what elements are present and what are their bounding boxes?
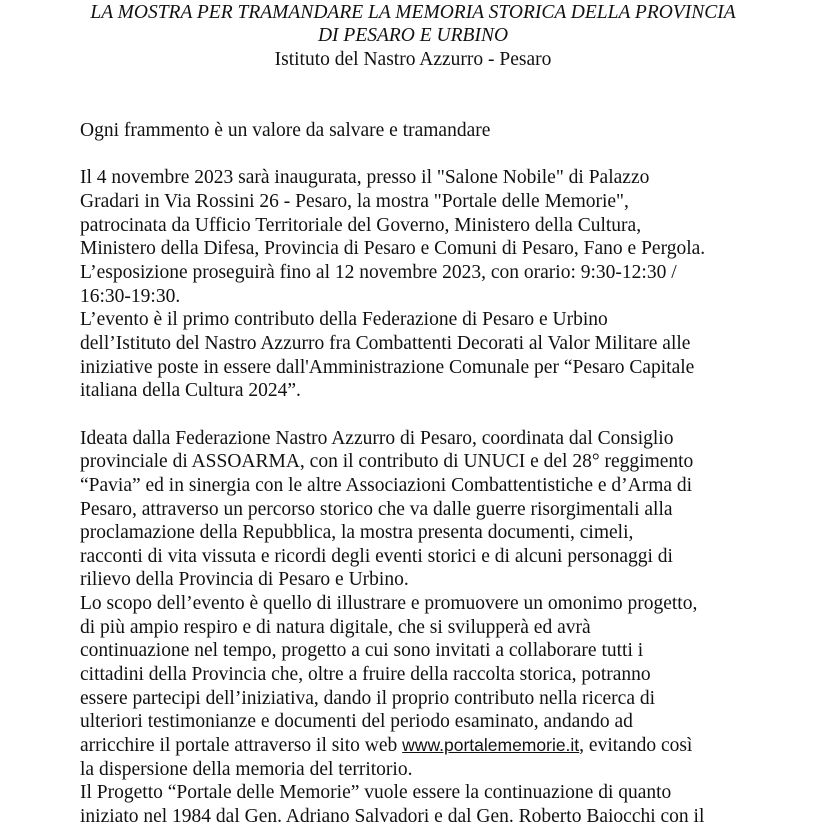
text-before-link: arricchire il portale attraverso il sito web — [80, 735, 403, 757]
document-title-line-1: LA MOSTRA PER TRAMANDARE LA MEMORIA STORICA DELLA PROVINCIA — [90, 2, 736, 23]
text-line-with-link — [80, 734, 705, 758]
text-line: iniziato nel 1984 dal Gen. Adriano Salvadori e dal Gen. Roberto Baiocchi con il — [80, 806, 705, 828]
text-line: L’esposizione proseguirà fino al 12 novembre 2023, con orario: 9:30-12:30 / — [80, 261, 677, 283]
text-line: italiana della Cultura 2024”. — [80, 380, 301, 402]
text-line: “Pavia” ed in sinergia con le altre Associazioni Combattentistiche e d’Arma di — [80, 474, 693, 496]
text-line: Lo scopo dell’evento è quello di illustrare e promuovere un omonimo progetto, — [80, 593, 698, 615]
text-line: Pesaro, attraverso un percorso storico che va dalle guerre risorgimentali alla — [80, 498, 673, 520]
text-line: ulteriori testimonianze e documenti del periodo esaminato, andando ad — [80, 711, 633, 733]
text-line: Ideata dalla Federazione Nastro Azzurro di Pesaro, coordinata dal Consiglio — [80, 427, 674, 449]
text-line: iniziative poste in essere dall'Amministrazione Comunale per “Pesaro Capitale — [80, 356, 695, 378]
text-line: racconti di vita vissuta e ricordi degli eventi storici e di alcuni personaggi di — [80, 545, 673, 567]
document-title-line-2: DI PESARO E URBINO — [317, 25, 509, 46]
text-line: dell’Istituto del Nastro Azzurro fra Combattenti Decorati al Valor Militare alle — [80, 332, 691, 354]
text-line: L’evento è il primo contributo della Federazione di Pesaro e Urbino — [80, 309, 608, 331]
text-line: di più ampio respiro e di natura digitale, che si svilupperà ed avrà — [80, 616, 591, 638]
text-line: Ministero della Difesa, Provincia di Pesaro e Comuni di Pesaro, Fano e Pergola. — [80, 238, 706, 260]
paragraph-1 — [80, 166, 705, 403]
text-line: patrocinata da Ufficio Territoriale del Governo, Ministero della Cultura, — [80, 214, 642, 236]
text-line: continuazione nel tempo, progetto a cui sono invitati a collaborare tutti i — [80, 640, 644, 662]
text-line: proclamazione della Repubblica, la mostra presenta documenti, cimeli, — [80, 522, 634, 544]
paragraph-2 — [80, 427, 705, 735]
text-line: Il Progetto “Portale delle Memorie” vuole essere la continuazione di quanto — [80, 782, 672, 804]
portale-memorie-link[interactable]: www.portalememorie.it — [402, 735, 580, 756]
text-line: Gradari in Via Rossini 26 - Pesaro, la mostra "Portale delle Memorie", — [80, 190, 629, 212]
text-line: la dispersione della memoria del territorio. — [80, 758, 413, 780]
text-line: provinciale di ASSOARMA, con il contributo di UNUCI e del 28° reggimento — [80, 451, 694, 473]
text-after-link: , evitando così — [579, 735, 693, 757]
text-line: essere partecipi dell’iniziativa, dando il proprio contributo nella ricerca di — [80, 687, 656, 709]
text-line: Il 4 novembre 2023 sarà inaugurata, presso il "Salone Nobile" di Palazzo — [80, 167, 650, 189]
text-line: rilievo della Provincia di Pesaro e Urbino. — [80, 569, 409, 591]
text-line: cittadini della Provincia che, oltre a fruire della raccolta storica, potranno — [80, 664, 651, 686]
paragraph-2-tail — [80, 758, 705, 829]
document-body — [80, 119, 705, 829]
document-subtitle: Istituto del Nastro Azzurro - Pesaro — [274, 49, 552, 70]
text-line: 16:30-19:30. — [80, 285, 181, 307]
tagline: Ogni frammento è un valore da salvare e tramandare — [80, 120, 491, 141]
